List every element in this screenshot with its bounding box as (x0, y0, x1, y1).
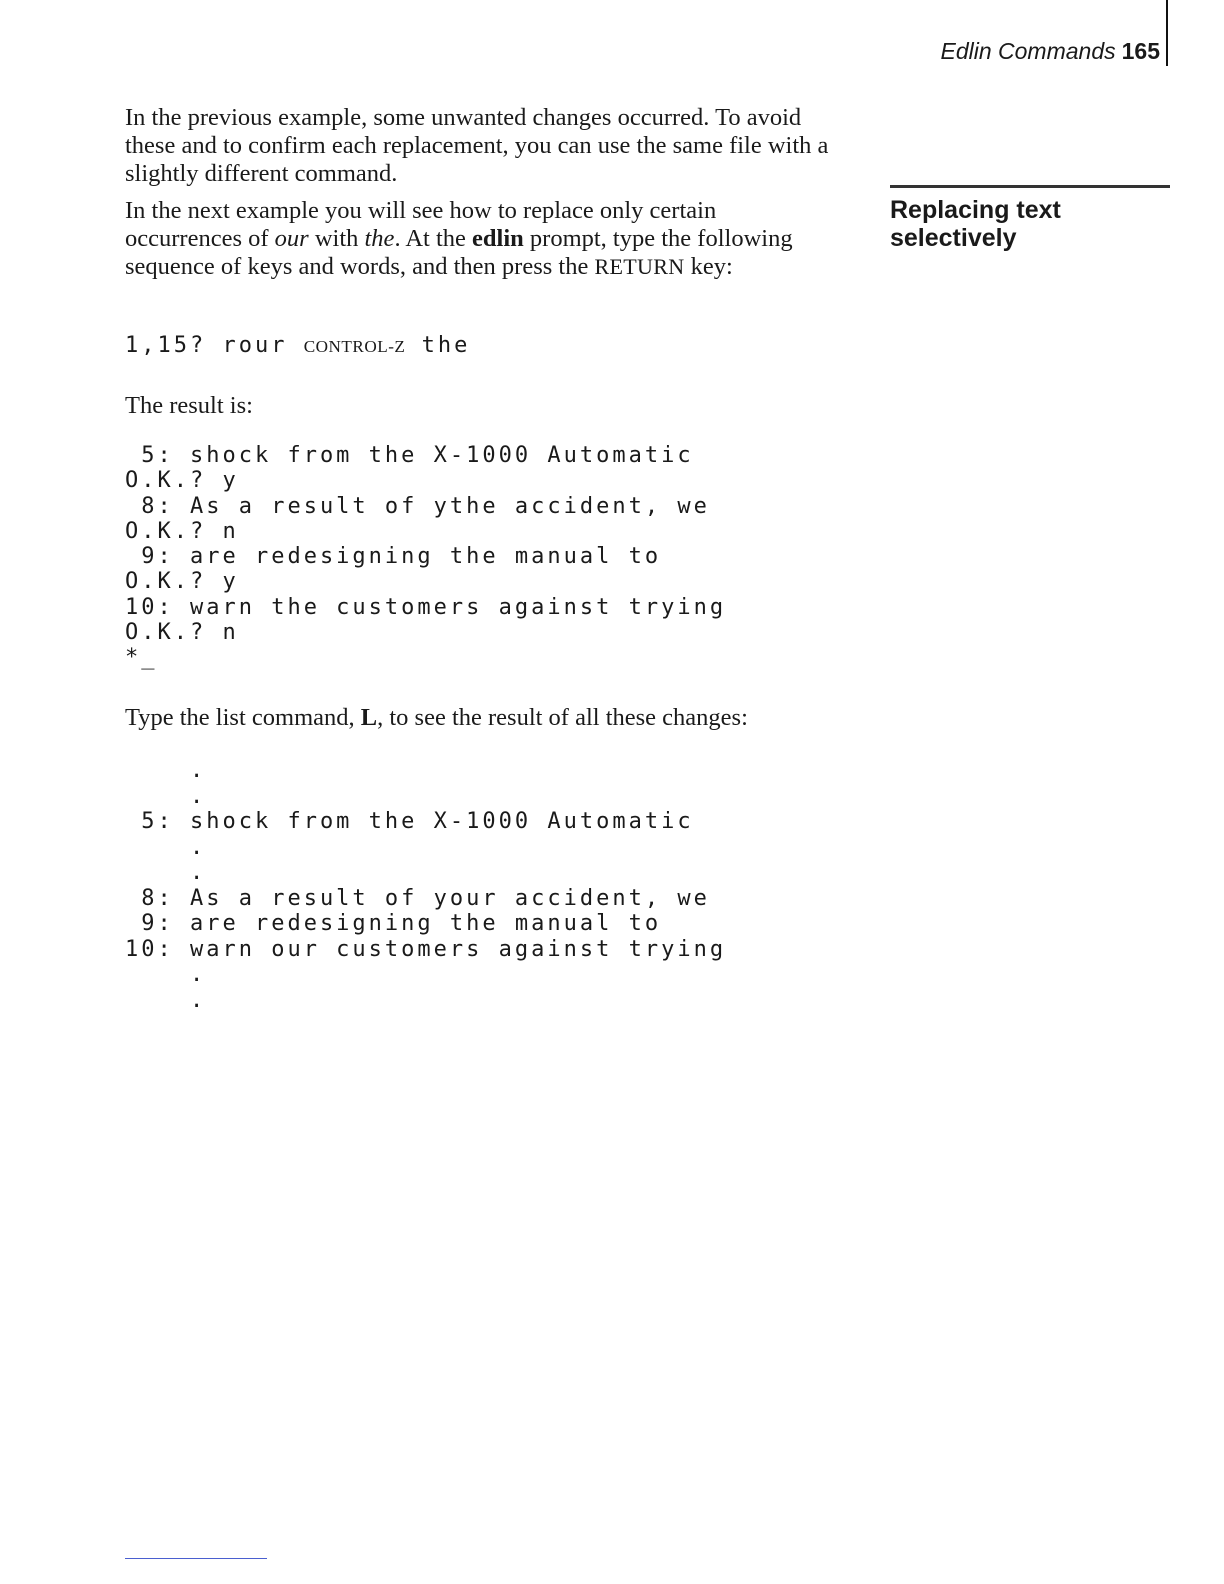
code-line: O.K.? n (125, 518, 239, 544)
code-line: . (125, 860, 207, 885)
page-edge-rule (1166, 0, 1168, 66)
paragraph-2: In the next example you will see how to replace only certain occurrences of our with the. At the edlin prompt, type the following sequence of keys and words, and then press the RETURN key: (125, 197, 793, 280)
code-line: 9: are redesigning the manual to (125, 911, 662, 936)
code-line: . (125, 758, 207, 783)
list-command-keyword: L (360, 704, 378, 731)
command-part-1: 1,15? rour (125, 333, 304, 358)
sidebar-heading: Replacing text selectively (890, 196, 1061, 252)
running-head-title: Edlin Commands (940, 38, 1116, 64)
code-line: O.K.? y (125, 468, 239, 494)
code-line: . (125, 987, 207, 1013)
code-line: O.K.? y (125, 569, 239, 595)
command-example (125, 333, 470, 360)
code-line: 5: shock from the X-1000 Automatic (125, 809, 694, 834)
code-line: *_ (125, 645, 158, 671)
command-part-2: the (405, 333, 471, 358)
control-z-key-label: CONTROL-Z (303, 337, 406, 356)
code-line: 10: warn the customers against trying (125, 594, 727, 620)
list-output (125, 758, 726, 1013)
code-line: 5: shock from the X-1000 Automatic (125, 443, 694, 468)
paragraph-instructions (125, 197, 830, 281)
paragraph-3: The result is: (125, 392, 253, 419)
code-line: . (125, 962, 207, 987)
code-line: . (125, 834, 207, 860)
code-line: 8: As a result of ythe accident, we (125, 493, 710, 519)
result-output (125, 443, 726, 671)
paragraph-1: In the previous example, some unwanted changes occurred. To avoid these and to confirm each replacement, you can use the same file with a slightly different command. (125, 104, 829, 187)
sidebar-rule (890, 185, 1170, 188)
paragraph-intro (125, 104, 830, 188)
code-line: 8: As a result of your accident, we (125, 885, 710, 911)
code-line: 10: warn our customers against trying (125, 936, 727, 962)
code-line: . (125, 783, 207, 809)
page-number: 165 (1121, 38, 1160, 64)
code-line: O.K.? n (125, 620, 239, 646)
emphasis-our: our (274, 225, 309, 252)
footnote-rule (125, 1558, 267, 1559)
paragraph-4: Type the list command, L, to see the result of all these changes: (125, 704, 748, 731)
edlin-keyword: edlin (472, 225, 524, 252)
result-intro (125, 392, 830, 420)
code-line: 9: are redesigning the manual to (125, 544, 662, 570)
emphasis-the: the (364, 225, 395, 252)
list-intro (125, 704, 855, 732)
return-key-label: RETURN (594, 254, 685, 279)
running-head (940, 36, 1160, 66)
